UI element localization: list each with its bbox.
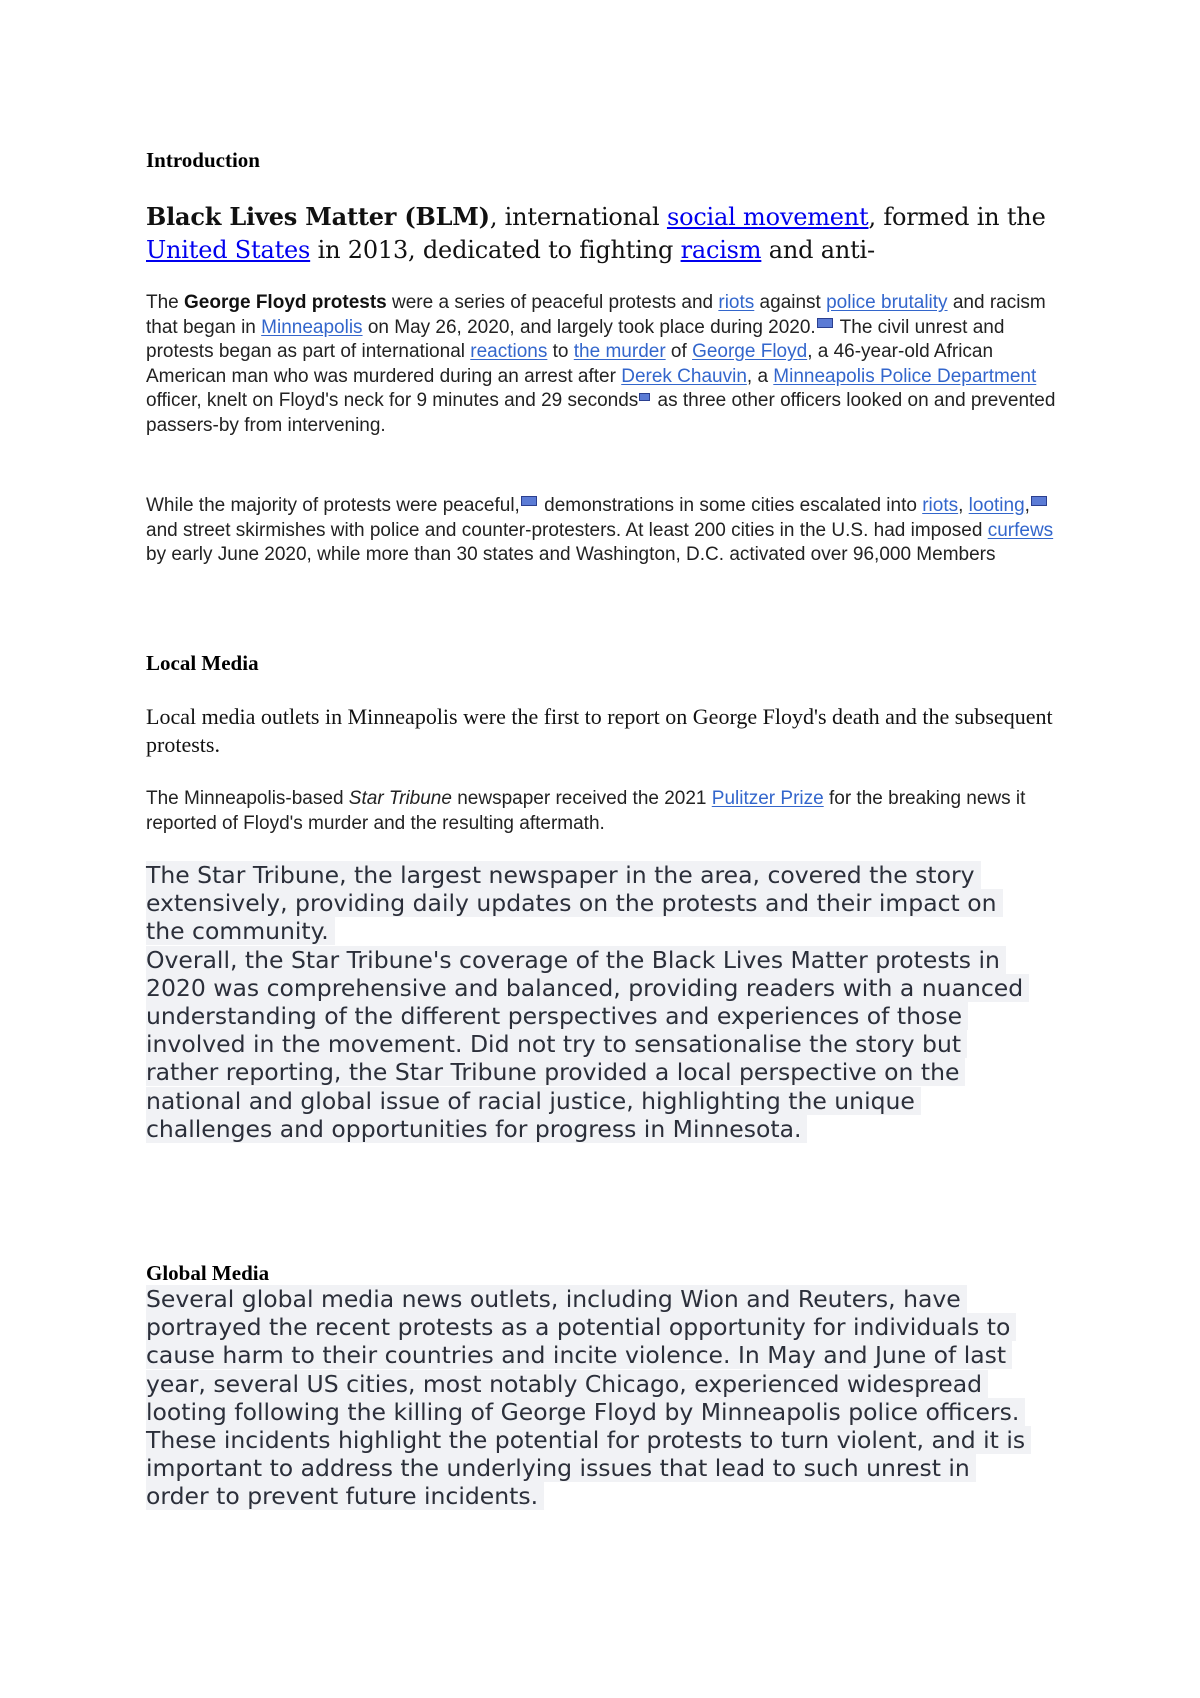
introduction-heading: Introduction: [146, 148, 260, 172]
curfews-link[interactable]: curfews: [987, 519, 1054, 541]
text: for the breaking news it reported of Floyd's murder and the resulting aftermath.: [146, 788, 1026, 834]
highlight-text: the community.: [146, 917, 335, 945]
blm-paragraph: [146, 200, 1046, 267]
highlight-line: [146, 946, 1086, 974]
star-tribune-name: Star Tribune: [348, 788, 452, 809]
the-murder-link[interactable]: the murder: [573, 341, 666, 362]
text: ,: [1024, 495, 1030, 516]
floyd-protests-term: George Floyd protests: [184, 292, 387, 313]
riots-link[interactable]: riots: [718, 292, 755, 313]
highlight-line: [146, 1482, 1086, 1510]
racism-link[interactable]: racism: [680, 236, 762, 264]
george-floyd-link[interactable]: George Floyd: [692, 341, 808, 362]
text: in 2013, dedicated to fighting: [310, 236, 681, 264]
text: and racism that began in: [146, 292, 1046, 338]
social-movement-link[interactable]: social movement: [666, 203, 869, 231]
text: The Minneapolis-based: [146, 788, 349, 809]
text: on May 26, 2020, and largely took place during 2020.: [362, 316, 816, 338]
citation-icon[interactable]: [639, 393, 650, 401]
text: While the majority of protests were peaceful,: [146, 495, 520, 516]
highlight-text: 2020 was comprehensive and balanced, providing readers with a nuanced: [146, 974, 1029, 1002]
looting-link[interactable]: looting: [968, 495, 1025, 516]
text: , international: [489, 203, 667, 231]
text: , formed in the: [868, 203, 1046, 231]
star-tribune-coverage-highlight: [146, 861, 1086, 1143]
text: The civil unrest and protests began as part of international: [146, 316, 1005, 362]
text: to: [547, 341, 574, 362]
highlight-line: [146, 1058, 1086, 1086]
text: , a: [746, 365, 774, 387]
highlight-text: year, several US cities, most notably Chicago, experienced widespread: [146, 1370, 988, 1398]
highlight-line: [146, 889, 1086, 917]
majority-peaceful-paragraph: [146, 494, 1071, 568]
highlight-text: Several global media news outlets, including Wion and Reuters, have: [146, 1285, 967, 1313]
text: as three other officers looked on and prevented passers-by from intervening.: [146, 390, 1056, 436]
highlight-text: rather reporting, the Star Tribune provided a local perspective on the: [146, 1058, 965, 1086]
text: newspaper received the 2021: [451, 788, 712, 809]
highlight-text: portrayed the recent protests as a potential opportunity for individuals to: [146, 1313, 1016, 1341]
highlight-line: [146, 1426, 1086, 1454]
text: by early June 2020, while more than 30 states and Washington, D.C. activated over 96,000 Members: [146, 544, 996, 565]
highlight-line: [146, 1341, 1086, 1369]
highlight-line: [146, 1313, 1086, 1341]
highlight-line: [146, 1398, 1086, 1426]
highlight-text: order to prevent future incidents.: [146, 1482, 544, 1510]
highlight-text: cause harm to their countries and incite violence. In May and June of last: [146, 1341, 1012, 1369]
global-media-heading: Global Media: [146, 1261, 270, 1285]
highlight-text: Overall, the Star Tribune's coverage of the Black Lives Matter protests in: [146, 946, 1006, 974]
pulitzer-prize-link[interactable]: Pulitzer Prize: [711, 788, 824, 809]
highlight-text: challenges and opportunities for progress in Minnesota.: [146, 1115, 807, 1143]
highlight-line: [146, 917, 1086, 945]
highlight-text: The Star Tribune, the largest newspaper in the area, covered the story: [146, 861, 981, 889]
highlight-text: These incidents highlight the potential for protests to turn violent, and it is: [146, 1426, 1031, 1454]
highlight-line: [146, 1454, 1086, 1482]
text: , a 46-year-old African American man who was murdered during an arrest after: [146, 341, 994, 387]
floyd-protests-paragraph: [146, 291, 1071, 438]
text: officer, knelt on Floyd's neck for 9 minutes and 29 seconds: [146, 390, 639, 411]
highlight-line: [146, 1285, 1086, 1313]
riots-link[interactable]: riots: [922, 495, 959, 516]
highlight-text: involved in the movement. Did not try to sensationalise the story but: [146, 1030, 967, 1058]
text: demonstrations in some cities escalated into: [538, 495, 923, 516]
text: against: [754, 292, 827, 313]
highlight-line: [146, 1115, 1086, 1143]
highlight-line: [146, 1002, 1086, 1030]
minneapolis-link[interactable]: Minneapolis: [261, 316, 363, 338]
minneapolis-police-department-link[interactable]: Minneapolis Police Department: [773, 365, 1037, 387]
highlight-line: [146, 974, 1086, 1002]
highlight-line: [146, 861, 1086, 889]
highlight-line: [146, 1087, 1086, 1115]
text: The: [146, 292, 185, 313]
text: ,: [958, 495, 969, 516]
citation-icon[interactable]: [817, 318, 833, 328]
highlight-text: looting following the killing of George Floyd by Minneapolis police officers.: [146, 1398, 1025, 1426]
text: and anti-: [761, 236, 875, 264]
highlight-line: [146, 1370, 1086, 1398]
police-brutality-link[interactable]: police brutality: [826, 292, 948, 313]
reactions-link[interactable]: reactions: [470, 341, 548, 362]
highlight-text: extensively, providing daily updates on the protests and their impact on: [146, 889, 1003, 917]
text: and street skirmishes with police and counter-protesters. At least 200 cities in the U.S. had imposed: [146, 519, 988, 541]
local-media-paragraph: Local media outlets in Minneapolis were the first to report on George Floyd's death and the subsequent protests.: [146, 704, 1053, 757]
star-tribune-pulitzer-paragraph: [146, 787, 1081, 836]
derek-chauvin-link[interactable]: Derek Chauvin: [621, 365, 747, 387]
citation-icon[interactable]: [1031, 496, 1047, 506]
local-media-heading: Local Media: [146, 651, 259, 675]
united-states-link[interactable]: United States: [146, 236, 311, 264]
citation-icon[interactable]: [521, 496, 537, 506]
global-media-highlight: [146, 1285, 1086, 1511]
text: were a series of peaceful protests and: [386, 292, 719, 313]
highlight-line: [146, 1030, 1086, 1058]
text: of: [665, 341, 693, 362]
highlight-text: understanding of the different perspectives and experiences of those: [146, 1002, 968, 1030]
highlight-text: national and global issue of racial justice, highlighting the unique: [146, 1087, 921, 1115]
blm-term: Black Lives Matter (BLM): [146, 202, 490, 231]
highlight-text: important to address the underlying issues that lead to such unrest in: [146, 1454, 976, 1482]
